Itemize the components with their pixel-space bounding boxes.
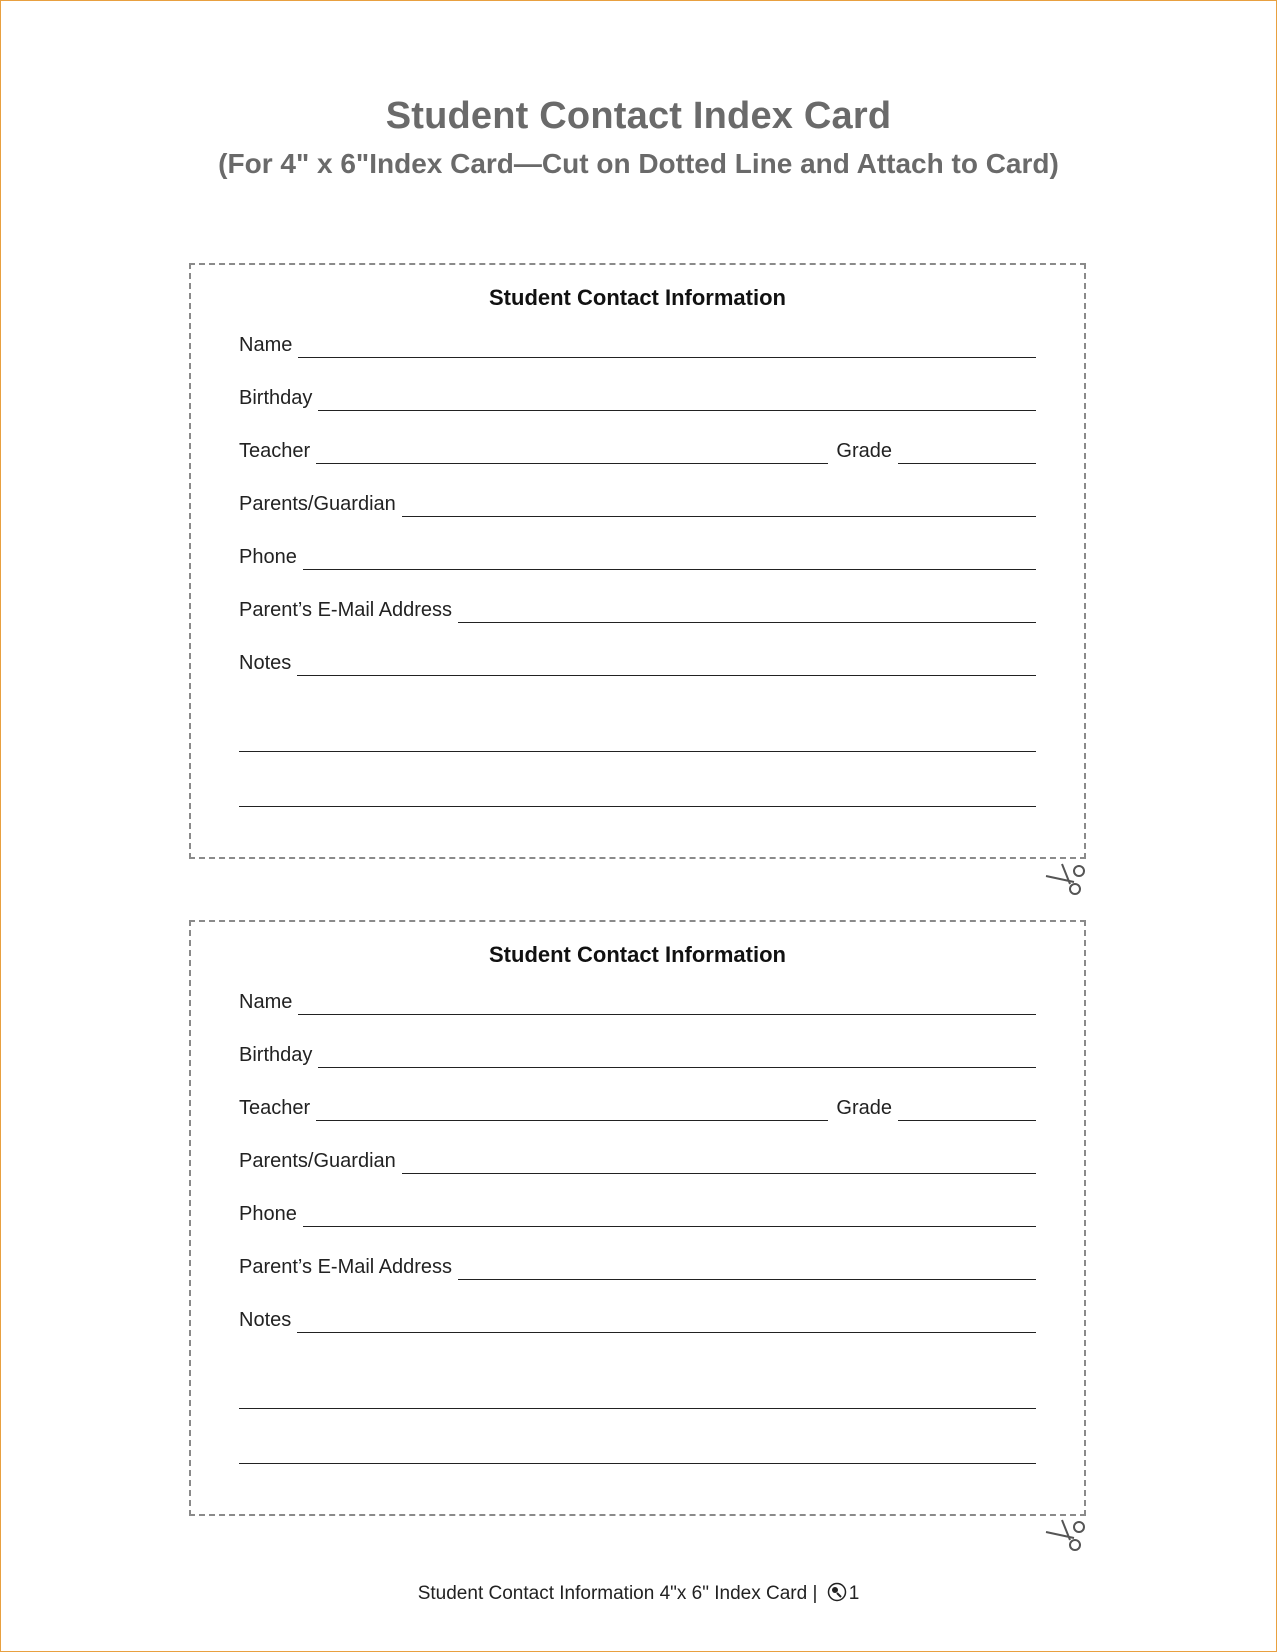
parents-label: Parents/Guardian bbox=[239, 1150, 396, 1172]
email-line[interactable] bbox=[458, 1259, 1036, 1280]
teacher-line[interactable] bbox=[316, 1100, 828, 1121]
parents-line[interactable] bbox=[402, 1153, 1036, 1174]
grade-label: Grade bbox=[836, 440, 892, 462]
page-title: Student Contact Index Card bbox=[385, 95, 892, 137]
birthday-field bbox=[239, 381, 1036, 411]
footer bbox=[0, 1582, 1277, 1605]
index-card bbox=[189, 920, 1086, 1516]
teacher-grade-field bbox=[239, 1091, 1036, 1121]
email-label: Parent’s E-Mail Address bbox=[239, 599, 453, 621]
notes-line[interactable] bbox=[297, 655, 1036, 676]
name-label: Name bbox=[239, 334, 293, 356]
notes-label: Notes bbox=[239, 652, 292, 674]
notes-field bbox=[239, 1303, 1036, 1333]
phone-field bbox=[239, 1197, 1036, 1227]
teacher-line[interactable] bbox=[316, 443, 828, 464]
notes-field bbox=[239, 646, 1036, 676]
teacher-label: Teacher bbox=[239, 1097, 311, 1119]
notes-blank-line[interactable] bbox=[239, 806, 1036, 807]
page-number: 1 bbox=[848, 1583, 860, 1604]
name-line[interactable] bbox=[298, 337, 1036, 358]
email-field bbox=[239, 593, 1036, 623]
birthday-line[interactable] bbox=[318, 390, 1036, 411]
notes-line[interactable] bbox=[297, 1312, 1036, 1333]
email-label: Parent’s E-Mail Address bbox=[239, 1256, 453, 1278]
phone-line[interactable] bbox=[303, 549, 1036, 570]
parents-field bbox=[239, 487, 1036, 517]
phone-line[interactable] bbox=[303, 1206, 1036, 1227]
email-field bbox=[239, 1250, 1036, 1280]
teacher-grade-field bbox=[239, 434, 1036, 464]
scissors-icon bbox=[1044, 862, 1088, 896]
index-card bbox=[189, 263, 1086, 859]
notes-blank-line[interactable] bbox=[239, 751, 1036, 752]
email-line[interactable] bbox=[458, 602, 1036, 623]
logo-icon bbox=[827, 1582, 847, 1602]
footer-text: Student Contact Information 4"x 6" Index Card | bbox=[417, 1583, 818, 1604]
grade-label: Grade bbox=[836, 1097, 892, 1119]
phone-label: Phone bbox=[239, 546, 297, 568]
scissors-icon bbox=[1044, 1518, 1088, 1552]
card-heading: Student Contact Information bbox=[489, 285, 786, 310]
phone-field bbox=[239, 540, 1036, 570]
grade-line[interactable] bbox=[898, 443, 1036, 464]
card-heading: Student Contact Information bbox=[489, 942, 786, 967]
name-line[interactable] bbox=[298, 994, 1036, 1015]
birthday-label: Birthday bbox=[239, 387, 313, 409]
parents-field bbox=[239, 1144, 1036, 1174]
birthday-line[interactable] bbox=[318, 1047, 1036, 1068]
grade-line[interactable] bbox=[898, 1100, 1036, 1121]
teacher-label: Teacher bbox=[239, 440, 311, 462]
page-subtitle: (For 4" x 6"Index Card—Cut on Dotted Line and Attach to Card) bbox=[218, 148, 1059, 179]
phone-label: Phone bbox=[239, 1203, 297, 1225]
parents-line[interactable] bbox=[402, 496, 1036, 517]
birthday-label: Birthday bbox=[239, 1044, 313, 1066]
name-label: Name bbox=[239, 991, 293, 1013]
birthday-field bbox=[239, 1038, 1036, 1068]
notes-blank-line[interactable] bbox=[239, 1463, 1036, 1464]
parents-label: Parents/Guardian bbox=[239, 493, 396, 515]
name-field bbox=[239, 328, 1036, 358]
notes-blank-line[interactable] bbox=[239, 1408, 1036, 1409]
name-field bbox=[239, 985, 1036, 1015]
notes-label: Notes bbox=[239, 1309, 292, 1331]
